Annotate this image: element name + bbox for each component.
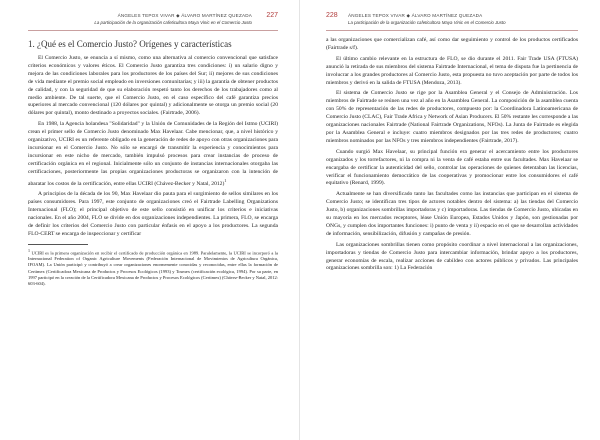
left-paragraph-1: El Comercio Justo, se enuncia a sí mismo, como una alternativa al comercio convencional que satisface criterios económicos y valores éticos. El Comercio Justo garantiza tres condiciones: i) un salario digno y mejora de las condiciones laborales para los productores de los países del Sur; ii) mejores de sus condiciones de vida mediante el premio social empleado en inversiones comunitarias; y iii) la garantía de obtener productos de calidad, y con la seguridad de que su elaboración respetó tanto los derechos de los trabajadores como al medio ambiente. De tal suerte, que el Comercio Justo, en el caso específico del café garantiza precios superiores al mercado convencional (120 dólares por quintal) y adicionalmente se otorga un premio social (20 dólares por quintal), monto destinado a proyectos sociales. (Fairtrade, 2006). <box>28 55 278 117</box>
right-paragraph-3: El sistema de Comercio Justo se rige por la Asamblea General y el Consejo de Administración. Los miembros de Fairtrade se reúnen una vez al año en la Asamblea General. La composición de la asamblea cuenta con 50% de representación de las redes de productores, compuesto por: la Coordinadora Latinoamericana de Comercio Justo (CLAC), Fair Trade Africa y Network of Asian Producers. El 50% restante les corresponde a las organizaciones nacionales Fairtrade (National Fairtrade Organizations, NFOs). La Junta de Fairtrade es elegida por la Asamblea General e incluye: cuatro miembros designados por las tres redes de productores; cuatro miembros nominados por las NFOs y tres miembros independientes (Fairtrade, 2017). <box>326 90 578 144</box>
left-paragraph-3: A principios de la década de los 90, Max Havelaar dio pauta para el surgimiento de sellos similares en los países consumidores. Para 1997, este conjunto de organizaciones creó el Fairtrade Labelling Organizations Internacional (FLO); el principal objetivo de este sello consistió en unificar los criterios e iniciativas nacionales. En el año 2004, FLO se divide en dos organizaciones independientes. La primera, FLO, se encarga de definir los criterios del Comercio Justo con particular énfasis en el apoyo a los productores. La segunda FLO-CERT se encarga de inspeccionar y certificar <box>28 191 278 237</box>
footnote-reference: 1 <box>224 177 227 183</box>
footnote <box>28 248 278 287</box>
section-heading: 1. ¿Qué es el Comercio Justo? Orígenes y características <box>28 39 232 49</box>
right-paragraph-4: Cuando surgió Max Havelaar, su principal función era generar el acercamiento entre los productores organizados y los torrefactores, ni la compra ni la venta de café estaba entre sus facultades. Max Havelaar se encargaba de certificar la autenticidad del sello, controlar las operaciones de quienes detentaban las licencias, verificar el funcionamiento democrático de las cooperativas y promocionar entre los consumidores el café equitativo (Renard, 1999). <box>326 148 578 187</box>
footnote-divider <box>28 244 88 245</box>
right-header-authors: ÁNGELES TEPOX VIVAR ◆ ÁLVARO MARTÍNEZ QUEZADA <box>348 13 483 18</box>
footnote-text: UCIRI es la primera organización en recibir el certificado de producción orgánica en 1989. Paralelamente, la UCIRI se incorporó a la Internacional Federation of Organic Agriculture Movements (Federación Internacional de Movimientos de Agricultura Orgánica, IFOAM). La Unión participó y contribuyó a crear organizaciones enormemente conocidas y reconocidas, entre ellas la formación de Certimex (Certificadora Mexicana de Productos y Procesos Ecológicos (1993) y Tosmex (certificación ecológica, 1994). Por su parte, en 1997 participó en la creación de la Certificadora Mexicana de Productos y Procesos Ecológicos (Certimex) (Chávez-Becker y Natal, 2012: 603-604). <box>28 250 279 286</box>
right-page-number: 228 <box>326 12 338 19</box>
right-page <box>300 0 600 440</box>
left-header-authors: ÁNGELES TEPOX VIVAR ◆ ÁLVARO MARTÍNEZ QUEZADA <box>117 13 252 18</box>
right-paragraph-6: Las organizaciones sombrillas tienen como propósito coordinar a nivel internacional a las organizaciones, importadoras y tiendas de Comercio Justo para intercambiar información, brindar apoyo a los productores, generar economías de escala, realizar acciones de cabildeo con actores públicos y privados. Las principales organizaciones sombrilla son: 1) La Federación <box>326 241 578 272</box>
left-paragraph-2 <box>28 121 278 188</box>
right-page-header <box>326 0 578 31</box>
right-header-title: La participación de la organización cafeticultora Maya Vinic en el Comercio Justo <box>348 20 506 25</box>
left-page-header <box>28 0 278 31</box>
left-paragraph-2-text: En 1988, la Agencia holandesa "Solidaridad" y la Unión de Comunidades de la Región del Istmo (UCIRI) crean el primer sello de Comercio Justo denominado Max Havelaar. Cabe mencionar, que, a nivel histórico y organizativo, UCIRI es un referente obligado en la generación de redes de apoyo con otras organizaciones para incursionar en el Comercio Justo. No sólo se encargó de transmitir la experiencia y conocimientos para incursionar en este nicho de mercado, también impulsó procesos para crear instancias de proceso de certificación orgánica en el regional. Inicialmente sólo un conjunto de instancias internacionales otorgaba las certificaciones, posteriormente las propias organizaciones productoras se organizaron con la intención de abaratar los costos de la certificación, entre ellas UCIRI (Chávez-Becker y Natal, 2012) <box>28 121 278 187</box>
right-paragraph-1: a las organizaciones que comercializan café, así como dar seguimiento y control de los productos certificados (Fairtrade s/f). <box>326 37 578 51</box>
right-paragraph-2: El último cambio relevante en la estructura de FLO, se dio durante el 2011. Fair Trade USA (FTUSA) anunció la retirada de sus miembros del sistema Fairtrade Internacional, el tema de disputa fue la pertinencia de involucrar a los grandes productores al Comercio Justo, esta propuesta no tuvo aceptación por parte de todos los miembros y derivó en la salida de FTUSA (Mendoza, 2013). <box>326 55 578 86</box>
footnote-marker: 1 <box>28 247 30 253</box>
right-paragraph-5: Actualmente se han diversificado tanto las facultades como las instancias que participan en el sistema de Comercio Justo; se identifican tres tipos de actores notables dentro del sistema: a) las tiendas del Comercio Justo, b) organizaciones sombrillas importadoras y c) importadoras. Las tiendas de Comercio Justo, ubicadas en su mayoría en los mercados receptores, léase Unión Europea, Estados Unidos y Japón, son gestionadas por ONGs, y cumplen dos importantes funciones: i) punto de venta y ii) espacio en el que se desarrollan actividades de información, sensibilización, difusión y campañas de presión. <box>326 191 578 237</box>
left-header-title: La participación de la organización cafeticultora Maya Vinic en el Comercio Justo <box>94 20 252 25</box>
left-page-number: 227 <box>266 12 278 19</box>
